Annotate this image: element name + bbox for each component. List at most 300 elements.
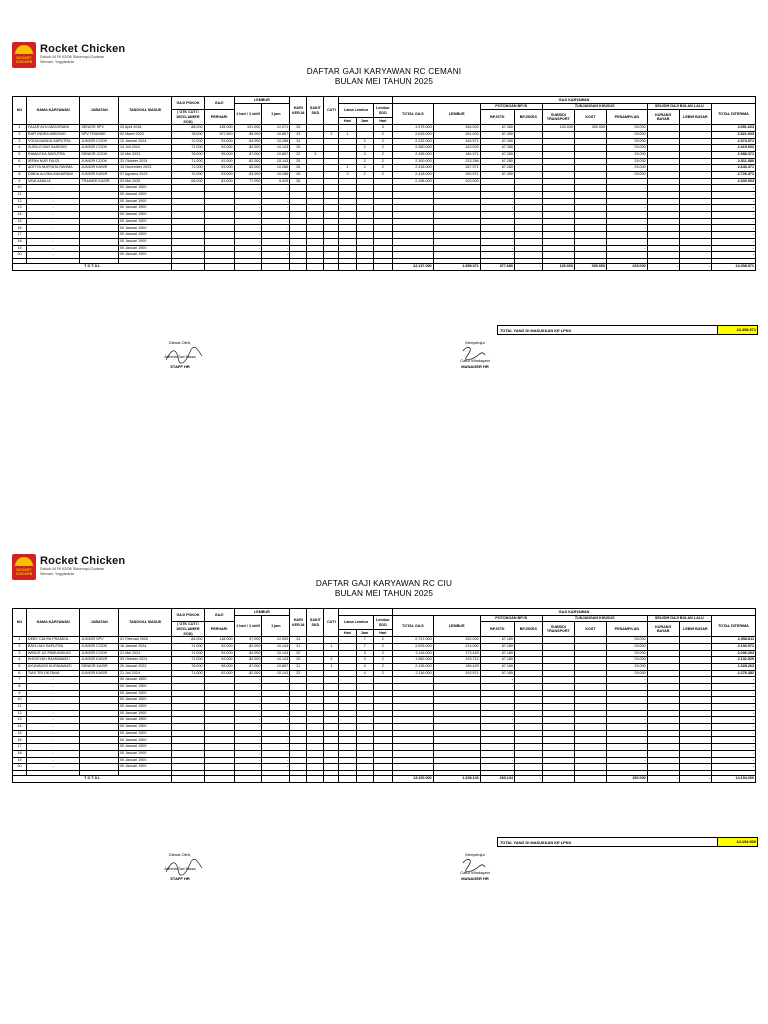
table-cell (172, 750, 204, 757)
table-cell: 11 (13, 192, 27, 199)
table-cell: 13 (13, 717, 27, 724)
table-cell (324, 212, 339, 219)
table-cell: - (711, 744, 755, 751)
table-cell (290, 697, 307, 704)
table-cell: - (607, 252, 648, 259)
table-cell: DEBY CAHYA PRADIKA (26, 637, 80, 644)
table-cell: BAYU ADI SAPUTRA (26, 643, 80, 650)
table-cell: 17 (13, 744, 27, 751)
table-cell (647, 690, 679, 697)
table-cell (574, 232, 606, 239)
table-cell: - (26, 730, 80, 737)
table-cell: 16 (13, 737, 27, 744)
table-cell (307, 171, 324, 178)
table-cell (542, 750, 574, 757)
col-lembur-sod: Lembur SOD (373, 615, 392, 630)
table-cell (373, 737, 392, 744)
table-cell: SPV TRAINEE (80, 131, 119, 138)
rocket-chicken-logo-icon: ROCKET CHICKEN (12, 42, 36, 68)
sheet-title: DAFTAR GAJI KARYAWAN RC CIU (315, 579, 453, 588)
table-cell (324, 232, 339, 239)
table-cell: - (262, 185, 290, 192)
salary-table (12, 96, 756, 271)
table-cell: - (26, 704, 80, 711)
table-cell (80, 238, 119, 245)
table-cell: - (711, 252, 755, 259)
table-cell: 12 (13, 710, 27, 717)
table-cell (679, 650, 711, 657)
table-cell: 23 (290, 131, 307, 138)
table-cell (80, 225, 119, 232)
table-cell (339, 232, 356, 239)
table-cell: 02 Maret 2023 (118, 131, 172, 138)
signature-right: Menyetujui Catur Windayani MANAGER HR (460, 340, 490, 369)
table-cell (679, 677, 711, 684)
table-cell: - (262, 198, 290, 205)
total-cell: - (679, 263, 711, 270)
table-cell: 5 (13, 151, 27, 158)
table-cell (307, 670, 324, 677)
table-cell (514, 198, 542, 205)
table-cell: 3.375.000 (392, 125, 433, 132)
table-cell: 21 (290, 643, 307, 650)
table-cell: 2 (356, 158, 373, 165)
table-cell (542, 663, 574, 670)
table-cell (574, 710, 606, 717)
table-cell: 3 (356, 151, 373, 158)
table-cell: 72.000 (172, 138, 204, 145)
table-cell: 2.193.971 (711, 643, 755, 650)
table-cell (172, 730, 204, 737)
total-cell: 283.134 (480, 775, 514, 782)
table-cell: 164.971 (433, 138, 480, 145)
table-cell: 193.714 (433, 657, 480, 664)
table-cell (339, 245, 356, 252)
table-cell: JUNIOR COOK (80, 650, 119, 657)
table-cell (679, 178, 711, 185)
table-cell (542, 165, 574, 172)
table-cell: JUNIOR KASIR (80, 171, 119, 178)
table-cell: - (607, 185, 648, 192)
table-cell (324, 764, 339, 771)
col-tanggal: TANGGAL MASUK (118, 609, 172, 637)
table-cell (339, 737, 356, 744)
table-cell: - (234, 690, 262, 697)
table-cell: - (711, 737, 755, 744)
col-selisih: SELISIH GAJI BULAN LALU (647, 615, 711, 622)
table-cell (307, 252, 324, 259)
col-hari: Hari (339, 630, 356, 637)
table-cell (679, 657, 711, 664)
table-cell: 2 (373, 637, 392, 644)
table-cell (80, 764, 119, 771)
table-cell (80, 232, 119, 239)
table-cell: 82.000 (234, 670, 262, 677)
table-cell: 97.000 (234, 637, 262, 644)
table-cell (647, 138, 679, 145)
table-cell (204, 744, 234, 751)
table-cell (514, 717, 542, 724)
table-cell: 10.857 (262, 663, 290, 670)
table-cell (514, 757, 542, 764)
salary-sheet (0, 512, 768, 1024)
table-cell: 67.189 (480, 657, 514, 664)
table-cell (433, 205, 480, 212)
table-cell: - (234, 205, 262, 212)
table-cell (514, 212, 542, 219)
table-cell: 10.143 (262, 650, 290, 657)
table-cell (574, 730, 606, 737)
table-cell: 14 Juli 2024 (118, 145, 172, 152)
table-cell (542, 198, 574, 205)
table-cell: - (234, 232, 262, 239)
table-cell: - (26, 198, 80, 205)
table-cell: 5 (13, 663, 27, 670)
table-cell: - (262, 677, 290, 684)
table-cell (514, 252, 542, 259)
table-cell (514, 165, 542, 172)
table-cell (324, 717, 339, 724)
table-cell (679, 637, 711, 644)
total-cell (172, 263, 204, 270)
table-cell (204, 232, 234, 239)
table-cell: 2 (373, 165, 392, 172)
table-cell: - (480, 704, 514, 711)
table-cell (290, 724, 307, 731)
col-lembur-group (339, 97, 393, 104)
table-cell (647, 218, 679, 225)
table-cell: 26 (290, 178, 307, 185)
table-cell: - (607, 677, 648, 684)
table-cell: 00 Januari 1900 (118, 704, 172, 711)
table-cell (647, 185, 679, 192)
table-cell (574, 737, 606, 744)
table-cell: 00 Januari 1900 (118, 212, 172, 219)
total-cell (356, 263, 373, 270)
table-cell: 83.000 (204, 178, 234, 185)
table-cell (373, 697, 392, 704)
table-row (13, 690, 756, 697)
table-cell: 261.003 (433, 131, 480, 138)
table-cell (172, 744, 204, 751)
table-cell: JUNIOR COOK (80, 158, 119, 165)
table-cell: - (480, 690, 514, 697)
table-cell (679, 205, 711, 212)
table-cell (542, 151, 574, 158)
table-cell: 10.143 (262, 145, 290, 152)
table-cell (679, 643, 711, 650)
table-cell: 25.000 (607, 643, 648, 650)
table-cell (373, 704, 392, 711)
table-cell (433, 710, 480, 717)
table-cell (373, 710, 392, 717)
table-cell: - (26, 744, 80, 751)
table-row (13, 151, 756, 158)
table-cell: 67.280 (480, 165, 514, 172)
table-cell: - (711, 724, 755, 731)
table-cell (574, 670, 606, 677)
table-cell (307, 737, 324, 744)
col-penampilan: PENAMPILAN (607, 622, 648, 637)
total-cell: 225.000 (607, 263, 648, 270)
table-cell: - (711, 690, 755, 697)
table-cell: 10 Mei 2023 (118, 151, 172, 158)
table-cell: 2 (324, 131, 339, 138)
table-cell (679, 690, 711, 697)
table-cell: 2.232.000 (392, 138, 433, 145)
table-cell: 00 Januari 1900 (118, 744, 172, 751)
table-cell: - (607, 764, 648, 771)
col-lembur2: LEMBUR (433, 615, 480, 636)
table-cell (339, 677, 356, 684)
table-cell: 2 (373, 650, 392, 657)
table-cell (647, 225, 679, 232)
table-cell: 284.003 (433, 125, 480, 132)
table-cell: 4 (356, 663, 373, 670)
table-cell (339, 212, 356, 219)
table-cell: 2 (339, 171, 356, 178)
table-cell: 92.000 (204, 643, 234, 650)
table-cell (433, 690, 480, 697)
table-cell: - (262, 717, 290, 724)
table-cell (80, 185, 119, 192)
table-cell (574, 704, 606, 711)
table-cell: 10.286 (262, 165, 290, 172)
table-cell (679, 750, 711, 757)
col-lama-lembur: Lama Lembur (339, 615, 373, 630)
total-cell (262, 775, 290, 782)
table-cell (339, 744, 356, 751)
table-cell (339, 750, 356, 757)
table-row (13, 724, 756, 731)
table-row (13, 232, 756, 239)
table-cell (307, 683, 324, 690)
table-cell: 16 (13, 225, 27, 232)
table-cell (172, 232, 204, 239)
table-cell (514, 650, 542, 657)
table-cell: 12.071 (262, 125, 290, 132)
table-cell (80, 744, 119, 751)
table-cell: - (262, 690, 290, 697)
table-cell: 4 (13, 657, 27, 664)
table-cell: - (26, 192, 80, 199)
grand-total-label: TOTAL YANG DI MASUKKAN KE LPKK (500, 839, 572, 845)
table-cell (542, 710, 574, 717)
table-cell (647, 730, 679, 737)
table-cell: 4 (13, 145, 27, 152)
table-cell (324, 690, 339, 697)
table-cell: - (262, 737, 290, 744)
signature-left: Dibuat Oleh, Adhela Dwi Nissa STAFF HR (140, 852, 220, 881)
table-cell (392, 690, 433, 697)
table-cell: - (262, 704, 290, 711)
table-cell: 2 (373, 171, 392, 178)
table-cell (324, 238, 339, 245)
table-cell: JUNIOR COOK (80, 643, 119, 650)
table-cell (392, 704, 433, 711)
table-cell (80, 710, 119, 717)
table-cell (679, 171, 711, 178)
table-cell (392, 737, 433, 744)
table-cell: - (262, 724, 290, 731)
table-cell (204, 683, 234, 690)
col-kost: KOST (574, 110, 606, 125)
table-cell (324, 145, 339, 152)
table-cell: 10.143 (262, 670, 290, 677)
table-cell (679, 131, 711, 138)
table-cell (679, 145, 711, 152)
table-cell (324, 218, 339, 225)
table-cell: 2 (13, 643, 27, 650)
table-cell (339, 238, 356, 245)
table-cell (324, 637, 339, 644)
table-cell (339, 643, 356, 650)
col-gaji-pokok-note: ( UTK CUTI / DISCLAIMER SOD) (172, 622, 204, 637)
col-sakit: SAKIT SKD (307, 97, 324, 125)
table-cell: 67.280 (480, 158, 514, 165)
table-cell (172, 764, 204, 771)
table-cell (324, 151, 339, 158)
table-cell (392, 225, 433, 232)
table-cell (356, 131, 373, 138)
col-hari-sod: Hari (373, 118, 392, 125)
table-cell (204, 245, 234, 252)
table-cell (356, 125, 373, 132)
table-cell: 22 (290, 151, 307, 158)
table-cell (290, 710, 307, 717)
table-cell: 2 (373, 670, 392, 677)
table-cell (290, 744, 307, 751)
total-cell (204, 775, 234, 782)
table-cell (514, 764, 542, 771)
table-cell: 67.189 (480, 643, 514, 650)
col-selisih: SELISIH GAJI BULAN LALU (647, 103, 711, 110)
table-cell: 8 (13, 683, 27, 690)
table-cell (80, 737, 119, 744)
table-cell: 2.158.000 (392, 178, 433, 185)
table-cell: 101.000 (234, 125, 262, 132)
table-cell: 68.000 (172, 178, 204, 185)
table-cell: JUNIOR COOK (80, 145, 119, 152)
table-cell (373, 198, 392, 205)
table-cell: - (262, 212, 290, 219)
table-cell (307, 750, 324, 757)
table-cell: - (234, 704, 262, 711)
table-cell: DINDA ALVIKA MAHARANI (26, 171, 80, 178)
table-cell (514, 744, 542, 751)
table-cell: 18 (13, 750, 27, 757)
table-cell (574, 663, 606, 670)
table-cell (514, 704, 542, 711)
brand-name: Rocket Chicken (40, 555, 126, 567)
table-cell (514, 677, 542, 684)
table-cell: - (711, 677, 755, 684)
total-cell (172, 775, 204, 782)
table-cell: 15 (13, 218, 27, 225)
table-cell: - (234, 245, 262, 252)
table-cell (307, 764, 324, 771)
table-row (13, 158, 756, 165)
table-cell (373, 764, 392, 771)
table-cell (356, 212, 373, 219)
table-cell: - (607, 730, 648, 737)
col-lembur: LEMBUR (234, 609, 290, 616)
table-cell: - (262, 238, 290, 245)
table-cell: - (26, 750, 80, 757)
table-cell (172, 218, 204, 225)
table-cell (290, 198, 307, 205)
total-label: T O T A L (13, 775, 172, 782)
total-cell: 13.100.000 (392, 775, 433, 782)
brand-name: Rocket Chicken (40, 43, 126, 55)
table-cell: 11 (13, 704, 27, 711)
table-cell: 72.000 (172, 171, 204, 178)
table-cell (542, 670, 574, 677)
col-lebih-bayar: LEBIH BAYAR (679, 622, 711, 637)
table-cell (433, 730, 480, 737)
table-row (13, 704, 756, 711)
table-cell (290, 683, 307, 690)
table-cell (172, 710, 204, 717)
table-cell (172, 683, 204, 690)
table-cell (80, 198, 119, 205)
table-cell (392, 238, 433, 245)
table-cell (172, 245, 204, 252)
table-cell: AYUNINGSI KURNIAWATI (26, 663, 80, 670)
table-cell (514, 690, 542, 697)
table-cell: - (262, 683, 290, 690)
total-cell: 1.959.071 (433, 263, 480, 270)
table-cell: - (711, 750, 755, 757)
table-cell (433, 245, 480, 252)
table-cell: 67.280 (480, 171, 514, 178)
table-cell: 25 (290, 145, 307, 152)
table-cell (356, 192, 373, 199)
table-cell: - (607, 757, 648, 764)
brand-address: Dukuh 04 RI 02/08 Sidomoyo,Godean Sleman, Yogyakarta (40, 567, 105, 576)
table-cell: 2.276.382 (711, 670, 755, 677)
table-cell: 21 (290, 663, 307, 670)
table-cell: - (26, 218, 80, 225)
table-cell (172, 737, 204, 744)
table-cell: 125.000 (542, 125, 574, 132)
table-cell: - (607, 218, 648, 225)
table-cell (514, 138, 542, 145)
table-cell: 2 (373, 151, 392, 158)
table-cell (514, 657, 542, 664)
table-cell: 20 April 2018 (118, 125, 172, 132)
table-cell: 14 (13, 212, 27, 219)
col-potongan-bpjs: POTONGAN BPJS (480, 103, 542, 110)
table-cell: - (607, 245, 648, 252)
table-cell: 2.643.371 (711, 165, 755, 172)
table-cell: - (480, 750, 514, 757)
table-cell (647, 125, 679, 132)
table-cell: 25.000 (607, 165, 648, 172)
table-cell (647, 151, 679, 158)
table-cell (356, 198, 373, 205)
table-cell: 26 (290, 165, 307, 172)
table-cell (647, 670, 679, 677)
table-cell: 1 (339, 131, 356, 138)
table-cell (339, 704, 356, 711)
table-cell: - (607, 717, 648, 724)
table-cell (433, 232, 480, 239)
table-cell (679, 151, 711, 158)
table-cell: 8 (13, 171, 27, 178)
table-cell: YOGA NANDA SAPUTRA (26, 138, 80, 145)
col-bpjskes: BPJSKES (514, 110, 542, 125)
